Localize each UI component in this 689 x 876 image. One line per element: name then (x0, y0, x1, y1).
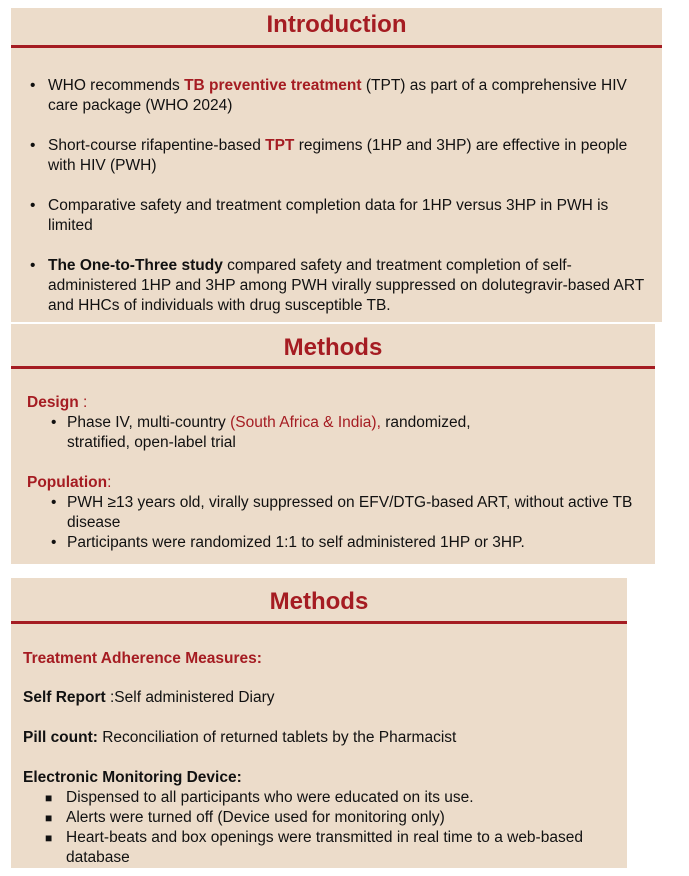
methods-title: Methods (269, 588, 369, 615)
introduction-list (11, 76, 662, 336)
methods-panel-design (11, 324, 655, 564)
list-item: • Participants were randomized 1:1 to self administered 1HP or 3HP. (51, 534, 525, 551)
bullet-dot: • (51, 414, 57, 431)
bullet-dot: • (51, 494, 57, 511)
bullet-dot: • (30, 197, 36, 214)
list-item: ■ Heart-beats and box openings were transmitted in real time to a web-based database (45, 829, 583, 866)
square-bullet-icon: ■ (45, 811, 53, 825)
methods-divider (11, 366, 655, 369)
methods-divider (11, 621, 627, 624)
design-heading: Design : (27, 394, 88, 411)
population-heading: Population: (27, 474, 112, 491)
list-item: • Short-course rifapentine-based TPT regimens (1HP and 3HP) are effective in people with HIV (PWH) (30, 137, 628, 174)
list-item: • WHO recommends TB preventive treatment (TPT) as part of a comprehensive HIV care package (WHO 2024) (30, 77, 627, 114)
square-bullet-icon: ■ (45, 791, 53, 805)
bullet-dot: • (51, 534, 57, 551)
study-name: The One-to-Three study (48, 257, 223, 274)
highlight-text: (South Africa & India), (230, 414, 381, 431)
highlight-text: TPT (265, 137, 295, 154)
list-item: • PWH ≥13 years old, virally suppressed on EFV/DTG-based ART, without active TB disease (51, 494, 633, 531)
emd-heading: Electronic Monitoring Device: (23, 769, 242, 786)
square-bullet-icon: ■ (45, 831, 53, 845)
emd-list (11, 788, 627, 868)
bullet-dot: • (30, 137, 36, 154)
methods-panel-adherence (11, 578, 627, 868)
list-item: • Phase IV, multi-country (South Africa & India), randomized, stratified, open-label trial (51, 414, 471, 451)
bullet-dot: • (30, 77, 36, 94)
introduction-title: Introduction (266, 11, 407, 38)
methods-title: Methods (283, 334, 383, 361)
highlight-text: TB preventive treatment (184, 77, 362, 94)
introduction-panel (11, 8, 662, 322)
list-item: • Comparative safety and treatment completion data for 1HP versus 3HP in PWH is limited (30, 197, 609, 234)
bullet-dot: • (30, 257, 36, 274)
pill-count-line: Pill count: Reconciliation of returned tablets by the Pharmacist (23, 729, 457, 746)
adherence-heading: Treatment Adherence Measures: (23, 650, 262, 667)
list-item: • The One-to-Three study compared safety and treatment completion of self-administered 1HP and 3HP among PWH virally suppressed on dolutegravir-based ART and HHCs of individuals with drug susceptible TB. (30, 257, 644, 314)
self-report-line: Self Report :Self administered Diary (23, 689, 275, 706)
introduction-divider (11, 45, 662, 48)
list-item: ■ Alerts were turned off (Device used for monitoring only) (45, 809, 445, 826)
design-list (11, 413, 511, 453)
list-item: ■ Dispensed to all participants who were educated on its use. (45, 789, 474, 806)
population-list (11, 493, 655, 553)
